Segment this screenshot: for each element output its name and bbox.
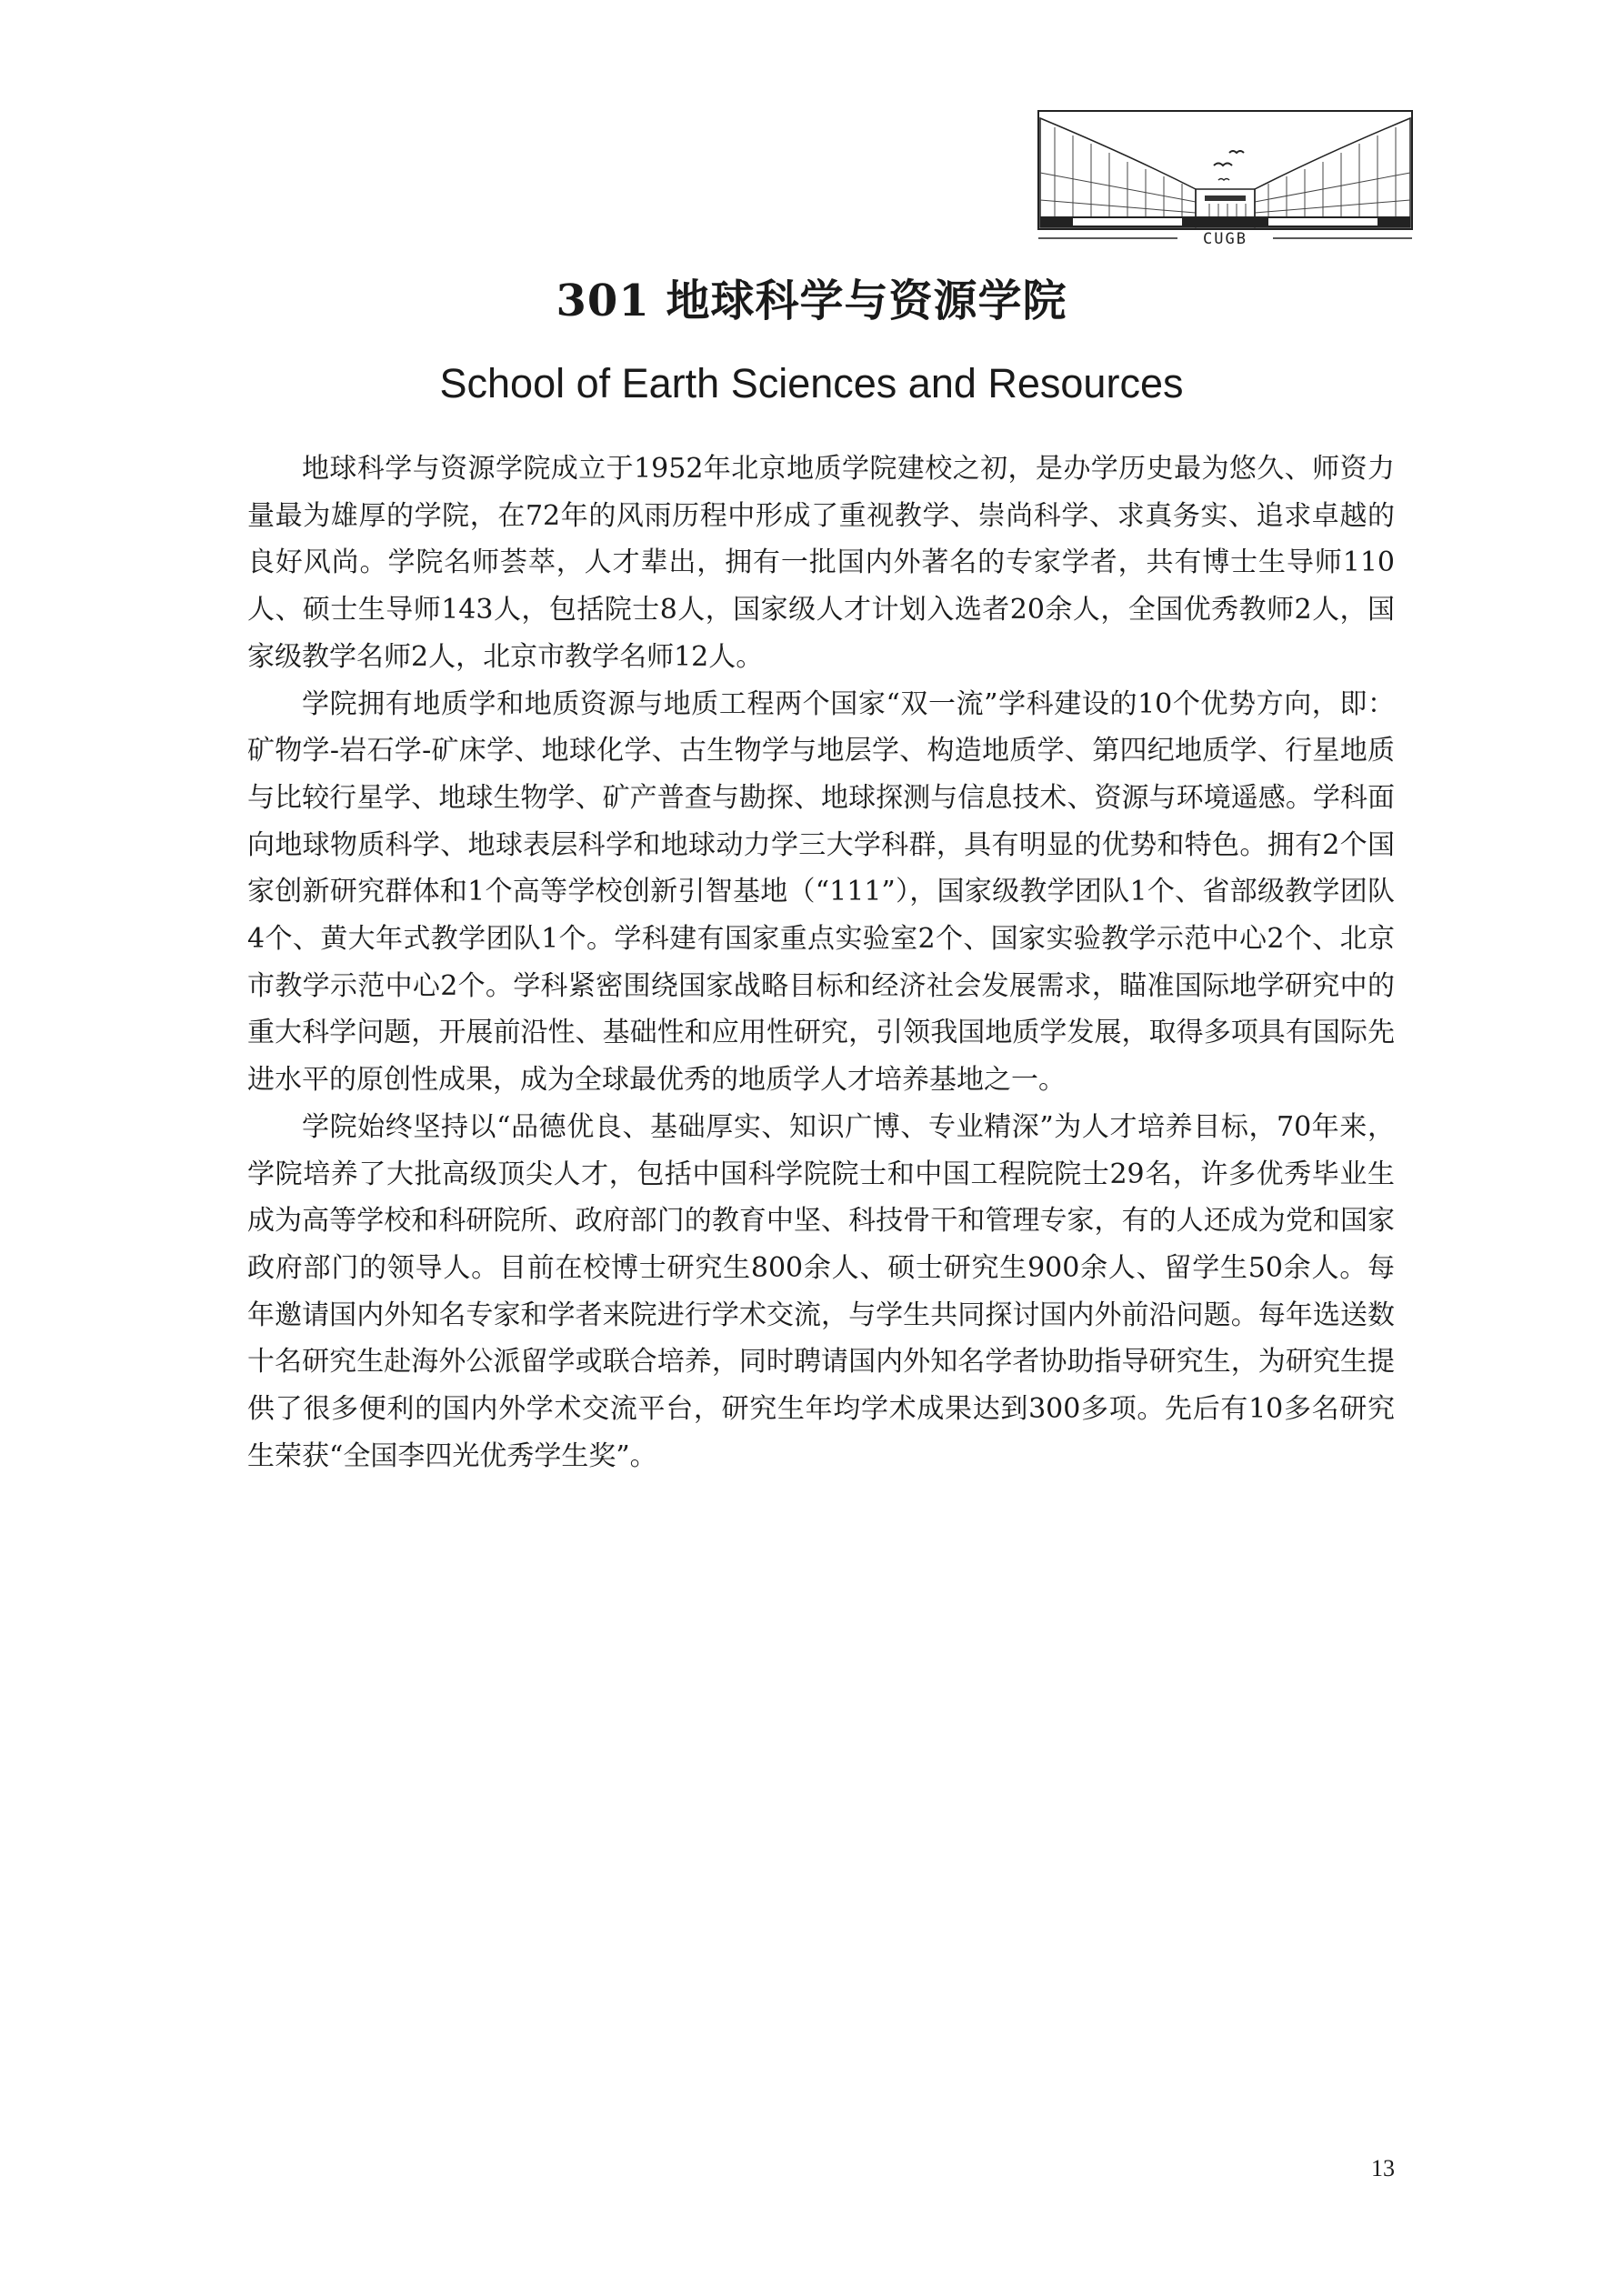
page-title-english: School of Earth Sciences and Resources: [439, 360, 1184, 406]
logo-text: CUGB: [1203, 230, 1247, 246]
page-number: 13: [1371, 2155, 1395, 2181]
paragraph-2: 学院拥有地质学和地质资源与地质工程两个国家“双一流”学科建设的10个优势方向，即：矿物学-岩石学-矿床学、地球化学、古生物学与地层学、构造地质学、第四纪地质学、行星地质与比较行星学、地球生物学、矿产普查与勘探、地球探测与信息技术、资源与环境遥感。学科面向地球物质科学、地球表层科学和地球动力学三大学科群，具有明显的优势和特色。拥有2个国家创新研究群体和1个高等学校创新引智基地（“111”），国家级教学团队1个、省部级教学团队4个、黄大年式教学团队1个。学科建有国家重点实验室2个、国家实验教学示范中心2个、北京市教学示范中心2个。学科紧密围绕国家战略目标和经济社会发展需求，瞄准国际地学研究中的重大科学问题，开展前沿性、基础性和应用性研究，引领我国地质学发展，取得多项具有国际先进水平的原创性成果，成为全球最优秀的地质学人才培养基地之一。: [247, 687, 1395, 1097]
body-text: [247, 446, 1395, 1479]
university-building-logo: [1037, 109, 1414, 246]
paragraph-1: 地球科学与资源学院成立于1952年北京地质学院建校之初，是办学历史最为悠久、师资力量最为雄厚的学院，在72年的风雨历程中形成了重视教学、崇尚科学、求真务实、追求卓越的良好风尚。学院名师荟萃，人才辈出，拥有一批国内外著名的专家学者，共有博士生导师110人、硕士生导师143人，包括院士8人，国家级人才计划入选者20余人，全国优秀教师2人，国家级教学名师2人，北京市教学名师12人。: [247, 453, 1395, 673]
paragraph-3: 学院始终坚持以“品德优良、基础厚实、知识广博、专业精深”为人才培养目标，70年来，学院培养了大批高级顶尖人才，包括中国科学院院士和中国工程院院士29名，许多优秀毕业生成为高等学校和科研院所、政府部门的教育中坚、科技骨干和管理专家，有的人还成为党和国家政府部门的领导人。目前在校博士研究生800余人、硕士研究生900余人、留学生50余人。每年邀请国内外知名专家和学者来院进行学术交流，与学生共同探讨国内外前沿问题。每年选送数十名研究生赴海外公派留学或联合培养，同时聘请国内外知名学者协助指导研究生，为研究生提供了很多便利的国内外学术交流平台，研究生年均学术成果达到300多项。先后有10多名研究生荣获“全国李四光优秀学生奖”。: [247, 1110, 1395, 1472]
page-title-chinese: 301 地球科学与资源学院: [556, 276, 1067, 326]
